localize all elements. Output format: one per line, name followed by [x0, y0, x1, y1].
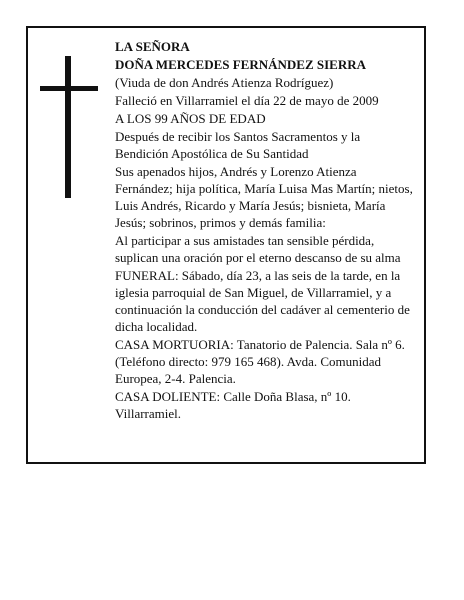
notice-funeral: FUNERAL: Sábado, día 23, a las seis de la tarde, en la iglesia parroquial de San Miguel, de Villarramiel, y a continuación la conducción del cadáver al cementerio de dicha localidad. [115, 268, 410, 334]
notice-sacraments: Después de recibir los Santos Sacramentos y la Bendición Apostólica de Su Santidad [115, 129, 361, 161]
notice-death-info: Falleció en Villarramiel el día 22 de mayo de 2009 [115, 93, 379, 108]
notice-grieving-home: CASA DOLIENTE: Calle Doña Blasa, nº 10. Villarramiel. [115, 389, 351, 421]
notice-widow-of: (Viuda de don Andrés Atienza Rodríguez) [115, 75, 334, 90]
obituary-notice [26, 26, 426, 464]
cross-icon [40, 56, 98, 198]
obituary-text [115, 38, 415, 423]
notice-mortuary: CASA MORTUORIA: Tanatorio de Palencia. Sala nº 6. (Teléfono directo: 979 165 468). Avda. Comunidad Europea, 2-4. Palencia. [115, 337, 405, 386]
cross-horizontal-bar [40, 86, 98, 91]
notice-title-line1: LA SEÑORA [115, 39, 190, 54]
notice-family: Sus apenados hijos, Andrés y Lorenzo Atienza Fernández; hija política, María Luisa Mas Martín; nietos, Luis Andrés, Ricardo y María Jesús; bisnieta, María Jesús; sobrinos, primos y demás familia: [115, 164, 413, 230]
notice-request: Al participar a sus amistades tan sensible pérdida, suplican una oración por el eterno descanso de su alma [115, 233, 401, 265]
notice-deceased-name: DOÑA MERCEDES FERNÁNDEZ SIERRA [115, 57, 367, 72]
notice-age: A LOS 99 AÑOS DE EDAD [115, 111, 266, 126]
cross-vertical-bar [65, 56, 71, 198]
